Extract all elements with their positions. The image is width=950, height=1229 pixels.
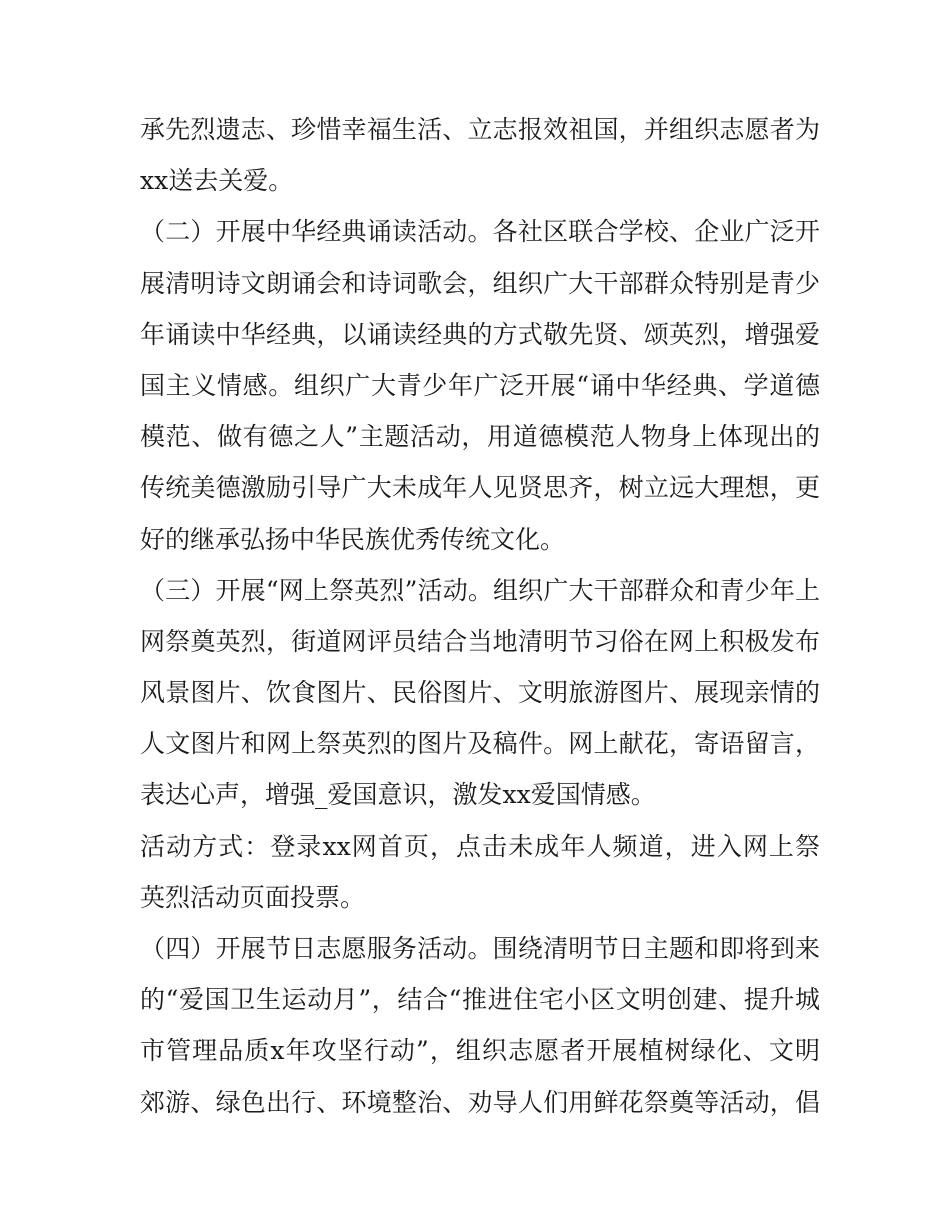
text-line: 郊游、绿色出行、环境整治、劝导人们用鲜花祭奠等活动，倡: [140, 1087, 820, 1117]
document-body: [140, 104, 820, 1128]
text-line: xx送去关爱。: [140, 166, 294, 196]
text-line: 年诵读中华经典，以诵读经典的方式敬先贤、颂英烈，增强爱: [140, 319, 820, 349]
text-line: （四）开展节日志愿服务活动。围绕清明节日主题和即将到来: [140, 934, 820, 963]
text-line: 活动方式：登录xx网首页，点击未成年人频道，进入网上祭: [140, 831, 820, 861]
text-line: 好的继承弘扬中华民族优秀传统文化。: [140, 524, 566, 554]
text-line: 网祭奠英烈，街道网评员结合当地清明节习俗在网上积极发布: [140, 626, 820, 656]
text-line: （二）开展中华经典诵读活动。各社区联合学校、企业广泛开: [140, 217, 820, 247]
text-line: 承先烈遗志、珍惜幸福生活、立志报效祖国，并组织志愿者为: [140, 115, 820, 144]
text-line: 展清明诗文朗诵会和诗词歌会，组织广大干部群众特别是青少: [140, 268, 820, 298]
text-line: 的“爱国卫生运动月”，结合“推进住宅小区文明创建、提升城: [140, 985, 820, 1015]
text-line: 国主义情感。组织广大青少年广泛开展“诵中华经典、学道德: [140, 370, 820, 400]
text-line: 市管理品质x年攻坚行动”，组织志愿者开展植树绿化、文明: [140, 1036, 820, 1066]
text-line: 英烈活动页面投票。: [140, 882, 366, 912]
text-line: 传统美德激励引导广大未成年人见贤思齐，树立远大理想，更: [140, 473, 820, 503]
text-line: 模范、做有德之人”主题活动，用道德模范人物身上体现出的: [140, 422, 820, 452]
text-line: （三）开展“网上祭英烈”活动。组织广大干部群众和青少年上: [140, 575, 820, 605]
text-line: 表达心声，增强_爱国意识，激发xx爱国情感。: [140, 780, 656, 810]
text-line: 人文图片和网上祭英烈的图片及稿件。网上献花，寄语留言，: [140, 729, 820, 759]
text-line: 风景图片、饮食图片、民俗图片、文明旅游图片、展现亲情的: [140, 678, 820, 708]
